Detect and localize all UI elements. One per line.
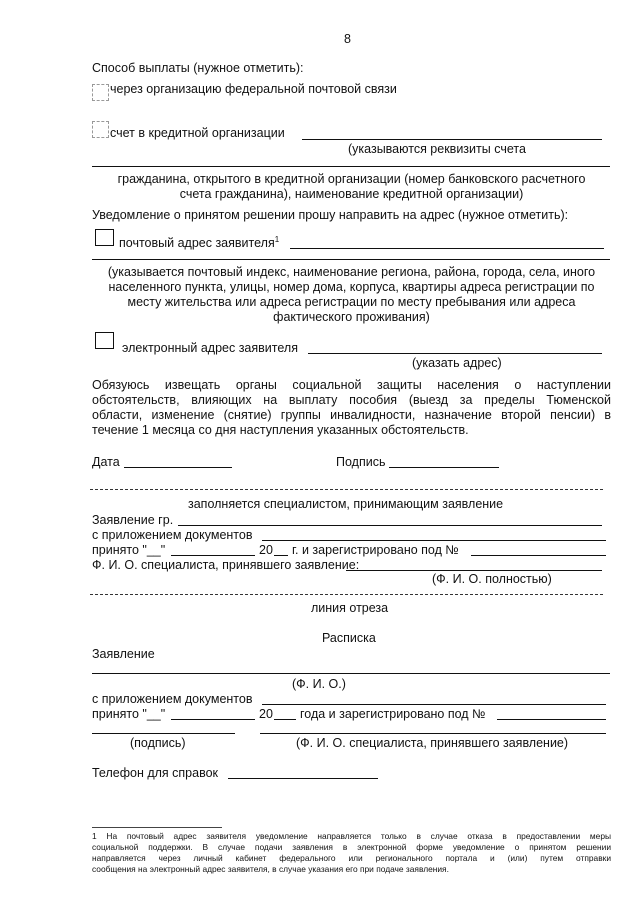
footnote-line-3: направляется через личный кабинет федерального или регионального портала и (или) путем отправки: [92, 853, 611, 863]
postal-hint-2: населенного пункта, улицы, номер дома, корпуса, квартиры адреса регистрации по: [108, 280, 595, 294]
accepted-date-label: принято "__": [92, 543, 166, 557]
bank-account-checkbox[interactable]: [92, 121, 109, 138]
bank-account-option-label: счет в кредитной организации: [110, 126, 285, 140]
attachments-label: с приложением документов: [92, 528, 253, 542]
payment-heading: Способ выплаты (нужное отметить):: [92, 61, 304, 75]
signature-label: Подпись: [336, 455, 386, 469]
accepted-month-field[interactable]: [171, 555, 255, 556]
receipt-sign-hint: (подпись): [130, 736, 186, 750]
date-label: Дата: [92, 455, 120, 469]
receipt-accepted-month-field[interactable]: [171, 719, 255, 720]
accepted-year-field[interactable]: [274, 555, 288, 556]
receipt-specialist-hint: (Ф. И. О. специалиста, принявшего заявление): [296, 736, 569, 750]
postal-address-label: почтовый адрес заявителя$^1$: [119, 234, 280, 250]
receipt-year-field[interactable]: [274, 719, 296, 720]
phone-label: Телефон для справок: [92, 766, 219, 780]
postal-hint-1: (указывается почтовый индекс, наименование региона, района, города, села, иного: [107, 265, 596, 279]
postal-hint-3: месту жительства или адреса регистрации по месту пребывания или адреса: [127, 295, 576, 309]
receipt-year-prefix: 20: [259, 707, 273, 721]
email-hint: (указать адрес): [412, 356, 502, 370]
postal-hint-4: фактического проживания): [273, 310, 430, 324]
footnote-ref: 1: [274, 234, 280, 244]
registration-number-field[interactable]: [471, 555, 606, 556]
receipt-number-field[interactable]: [497, 719, 606, 720]
bank-hint-2: гражданина, открытого в кредитной организации (номер банковского расчетного: [117, 172, 586, 186]
signature-field[interactable]: [389, 467, 499, 468]
footnote-line-2: социальной поддержки. В случае подачи заявления в электронной форме уведомление о принятом решении: [92, 842, 611, 852]
receipt-specialist-field[interactable]: [260, 733, 606, 734]
receipt-signature-field[interactable]: [92, 733, 235, 734]
page-number: 8: [344, 32, 351, 46]
receipt-applicant-field[interactable]: [92, 673, 610, 674]
obligation-line-4: течение 1 месяца со дня наступления указанных обстоятельств.: [92, 423, 469, 437]
postal-address-field-2[interactable]: [92, 259, 610, 260]
post-office-option-label: через организацию федеральной почтовой связи: [110, 82, 397, 96]
specialist-fio-hint: (Ф. И. О. полностью): [432, 572, 552, 586]
date-field[interactable]: [124, 467, 232, 468]
footnote-line-4: сообщения на электронный адрес заявителя, в случае указания его при подаче заявления.: [92, 864, 449, 874]
receipt-title: Расписка: [322, 631, 376, 645]
bank-account-field[interactable]: [302, 139, 602, 140]
obligation-line-3: области, изменение (снятие) группы инвалидности, назначение второй пенсии) в: [92, 408, 611, 422]
registered-label: г. и зарегистрировано под №: [292, 543, 459, 557]
attachments-field[interactable]: [262, 540, 606, 541]
email-address-label: электронный адрес заявителя: [122, 341, 298, 355]
receipt-application-label: Заявление: [92, 647, 155, 661]
specialist-heading: заполняется специалистом, принимающим заявление: [188, 497, 504, 511]
applicant-name-field[interactable]: [178, 525, 602, 526]
bank-hint-1: (указываются реквизиты счета: [348, 142, 526, 156]
specialist-fio-label: Ф. И. О. специалиста, принявшего заявление:: [92, 558, 360, 572]
receipt-registered-label: года и зарегистрировано под №: [300, 707, 486, 721]
cut-separator-top: [90, 489, 603, 490]
email-address-field[interactable]: [308, 353, 602, 354]
obligation-line-1: Обязуюсь извещать органы социальной защиты населения о наступлении: [92, 378, 611, 392]
receipt-attachments-field[interactable]: [262, 704, 606, 705]
application-label: Заявление гр.: [92, 513, 174, 527]
cut-separator-bottom: [90, 594, 603, 595]
receipt-accepted-label: принято "__": [92, 707, 166, 721]
cut-line-label: линия отреза: [311, 601, 389, 615]
obligation-line-2: обстоятельств, влияющих на выплату пособия (выезд за пределы Тюменской: [92, 393, 611, 407]
bank-hint-3: счета гражданина), наименование кредитной организации): [179, 187, 524, 201]
postal-address-field[interactable]: [290, 248, 604, 249]
footnote-divider: [92, 827, 222, 828]
phone-field[interactable]: [228, 778, 378, 779]
receipt-attachments-label: с приложением документов: [92, 692, 253, 706]
email-address-checkbox[interactable]: [95, 332, 114, 349]
footnote-line-1: 1 На почтовый адрес заявителя уведомление направляется только в случае отказа в предоставлении меры: [92, 831, 611, 841]
specialist-fio-field[interactable]: [346, 570, 602, 571]
receipt-fio-hint: (Ф. И. О.): [292, 677, 346, 691]
bank-details-field[interactable]: [92, 166, 610, 167]
accepted-year-prefix: 20: [259, 543, 273, 557]
postal-address-checkbox[interactable]: [95, 229, 114, 246]
notify-heading: Уведомление о принятом решении прошу направить на адрес (нужное отметить):: [92, 208, 569, 222]
post-office-checkbox[interactable]: [92, 84, 109, 101]
